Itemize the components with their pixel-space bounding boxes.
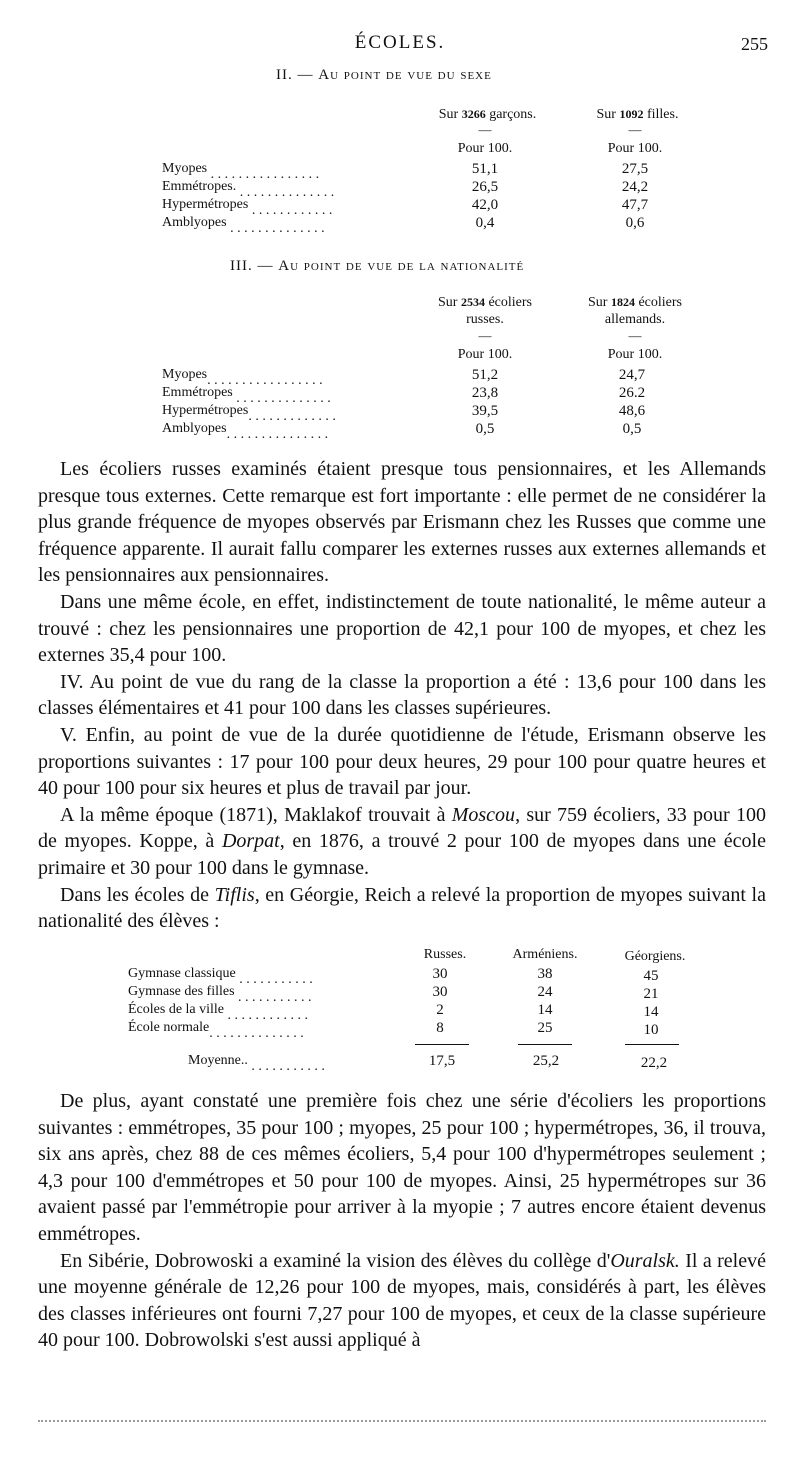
table-cell: 47,7 <box>621 197 649 213</box>
paragraph: Dans les écoles de Tiflis, en Géorgie, Reich a relevé la proportion de myopes suivant la nationalité des élèves : <box>38 883 766 933</box>
table-cell: 23,8 <box>471 385 499 401</box>
unit-label: Pour 100. <box>457 347 513 362</box>
table-row: Hypermétropes. . . . . . . . . . . . . <box>162 403 336 424</box>
table-cell: 51,1 <box>471 161 499 177</box>
column-header: Russes. <box>423 947 467 962</box>
sum-rule <box>518 1044 572 1045</box>
table-cell: 0,4 <box>475 215 495 231</box>
table-cell: 48,6 <box>618 403 646 419</box>
section-heading: Au point de vue du sexe <box>318 67 492 83</box>
table-cell: 30 <box>432 966 448 982</box>
table-row: École normale. . . . . . . . . . . . . . <box>128 1020 304 1041</box>
unit-label: Pour 100. <box>607 347 663 362</box>
total-row: Moyenne.. . . . . . . . . . . . <box>188 1053 325 1074</box>
table-row: Myopes . . . . . . . . . . . . . . . . <box>162 161 320 182</box>
dash: — <box>478 328 492 343</box>
page-number: 255 <box>741 34 768 54</box>
column-header-allemands: Sur 1824 écoliers allemands. <box>588 295 682 327</box>
paragraph: De plus, ayant constaté une première fois chez une série d'écoliers les proportions suivantes : emmétropes, 35 pour 100 ; myopes, 25 pour 100 ; hypermétropes, 36, il trouva, six ans après, chez 88 de ces mêmes écoliers, 5,4 pour 100 d'hypermétropes seulement ; 4,3 pour 100 d'emmétropes et 50 pour 100 de myopes. Ainsi, 25 hypermétropes sur 36 avaient passé par l'emmétropie pour arriver à la myopie ; 7 autres encore étaient devenus emmétropes. <box>38 1090 766 1245</box>
table-cell: 27,5 <box>621 161 649 177</box>
table-cell: 30 <box>432 984 448 1000</box>
table-cell: 51,2 <box>471 367 499 383</box>
body-text <box>38 1088 766 1354</box>
table-row: Emmétropes. . . . . . . . . . . . . . . <box>162 179 335 200</box>
sum-rule <box>625 1044 679 1045</box>
paragraph: En Sibérie, Dobrowoski a examiné la vision des élèves du collège d'Ouralsk. Il a relevé une moyenne générale de 12,26 pour 100 de myopes, mais, considérés à part, les élèves des classes inférieures ont fourni 7,27 pour 100 de myopes, et ceux de la classe supérieure 40 pour 100. Dobrowolski s'est aussi appliqué à <box>38 1249 766 1352</box>
dash: — <box>628 328 642 343</box>
table-cell: 25 <box>537 1020 553 1036</box>
column-header-filles: Sur 1092 filles. <box>596 107 679 122</box>
page-bottom-dots <box>38 1420 766 1426</box>
table-row: Écoles de la ville . . . . . . . . . . . . <box>128 1002 309 1023</box>
section-title-sexe <box>276 67 492 84</box>
table-cell: 38 <box>537 966 553 982</box>
table-cell: 21 <box>643 986 659 1002</box>
table-row: Hypermétropes . . . . . . . . . . . . <box>162 197 333 218</box>
place-name: Tiflis <box>214 883 255 906</box>
section-number: III. — <box>230 258 279 274</box>
column-header-garcons: Sur 3266 garçons. <box>438 107 537 122</box>
column-header: Arméniens. <box>512 947 578 962</box>
table-cell: 24,2 <box>621 179 649 195</box>
table-row: Amblyopes. . . . . . . . . . . . . . . <box>162 421 329 442</box>
column-header: Géorgiens. <box>624 949 686 964</box>
paragraph: A la même époque (1871), Maklakof trouvait à Moscou, sur 759 écoliers, 33 pour 100 de myopes. Koppe, à Dorpat, en 1876, a trouvé 2 pour 100 de myopes dans une école primaire et 30 pour 100 dans le gymnase. <box>38 803 766 879</box>
table-cell: 0,6 <box>625 215 645 231</box>
table-cell: 42,0 <box>471 197 499 213</box>
paragraph: IV. Au point de vue du rang de la classe la proportion a été : 13,6 pour 100 dans les classes élémentaires et 41 pour 100 dans les classes supérieures. <box>38 670 766 720</box>
table-row: Myopes. . . . . . . . . . . . . . . . . <box>162 367 323 388</box>
place-name: Ouralsk. <box>610 1249 680 1272</box>
section-title-nationalite <box>230 258 524 275</box>
running-header: ÉCOLES. <box>354 32 446 53</box>
dash: — <box>628 122 642 137</box>
unit-label: Pour 100. <box>607 141 663 156</box>
dash: — <box>478 122 492 137</box>
section-heading: Au point de vue de la nationalité <box>278 258 525 274</box>
total-cell: 22,2 <box>640 1055 668 1071</box>
table-cell: 2 <box>436 1002 444 1018</box>
place-name: Dorpat <box>221 830 280 853</box>
total-cell: 17,5 <box>428 1053 456 1069</box>
table-row: Emmétropes . . . . . . . . . . . . . . <box>162 385 331 406</box>
table-cell: 24,7 <box>618 367 646 383</box>
table-row: Gymnase des filles . . . . . . . . . . . <box>128 984 312 1005</box>
table-cell: 26,5 <box>471 179 499 195</box>
table-cell: 14 <box>537 1002 553 1018</box>
table-cell: 24 <box>537 984 553 1000</box>
total-cell: 25,2 <box>532 1053 560 1069</box>
table-cell: 26.2 <box>618 385 646 401</box>
table-cell: 0,5 <box>475 421 495 437</box>
table-cell: 45 <box>643 968 659 984</box>
table-cell: 39,5 <box>471 403 499 419</box>
table-cell: 10 <box>643 1022 659 1038</box>
paragraph: V. Enfin, au point de vue de la durée quotidienne de l'étude, Erismann observe les proportions suivantes : 17 pour 100 pour deux heures, 29 pour 100 pour quatre heures et 40 pour 100 pour six heures et plus de travail par jour. <box>38 723 766 800</box>
place-name: Moscou <box>451 803 516 826</box>
table-cell: 14 <box>643 1004 659 1020</box>
table-cell: 8 <box>436 1020 444 1036</box>
table-cell: 0,5 <box>622 421 642 437</box>
table-row: Gymnase classique . . . . . . . . . . . <box>128 966 313 987</box>
body-text <box>38 456 766 935</box>
paragraph: Les écoliers russes examinés étaient presque tous pensionnaires, et les Allemands presque tous externes. Cette remarque est fort importante : elle permet de ne considérer la plus grande fréquence de myopes observés par Erismann chez les Russes que comme une fréquence apparente. Il aurait fallu comparer les externes russes aux externes allemands et les pensionnaires aux pensionnaires. <box>38 458 766 587</box>
column-header-russes: Sur 2534 écoliers russes. <box>438 295 532 327</box>
sum-rule <box>415 1044 469 1045</box>
paragraph: Dans une même école, en effet, indistinctement de toute nationalité, le même auteur a trouvé : chez les pensionnaires une proportion de 42,1 pour 100 de myopes, et chez les externes 35,4 pour 100. <box>38 590 766 667</box>
table-row: Amblyopes . . . . . . . . . . . . . . <box>162 215 325 236</box>
section-number: II. — <box>276 67 319 83</box>
unit-label: Pour 100. <box>457 141 513 156</box>
